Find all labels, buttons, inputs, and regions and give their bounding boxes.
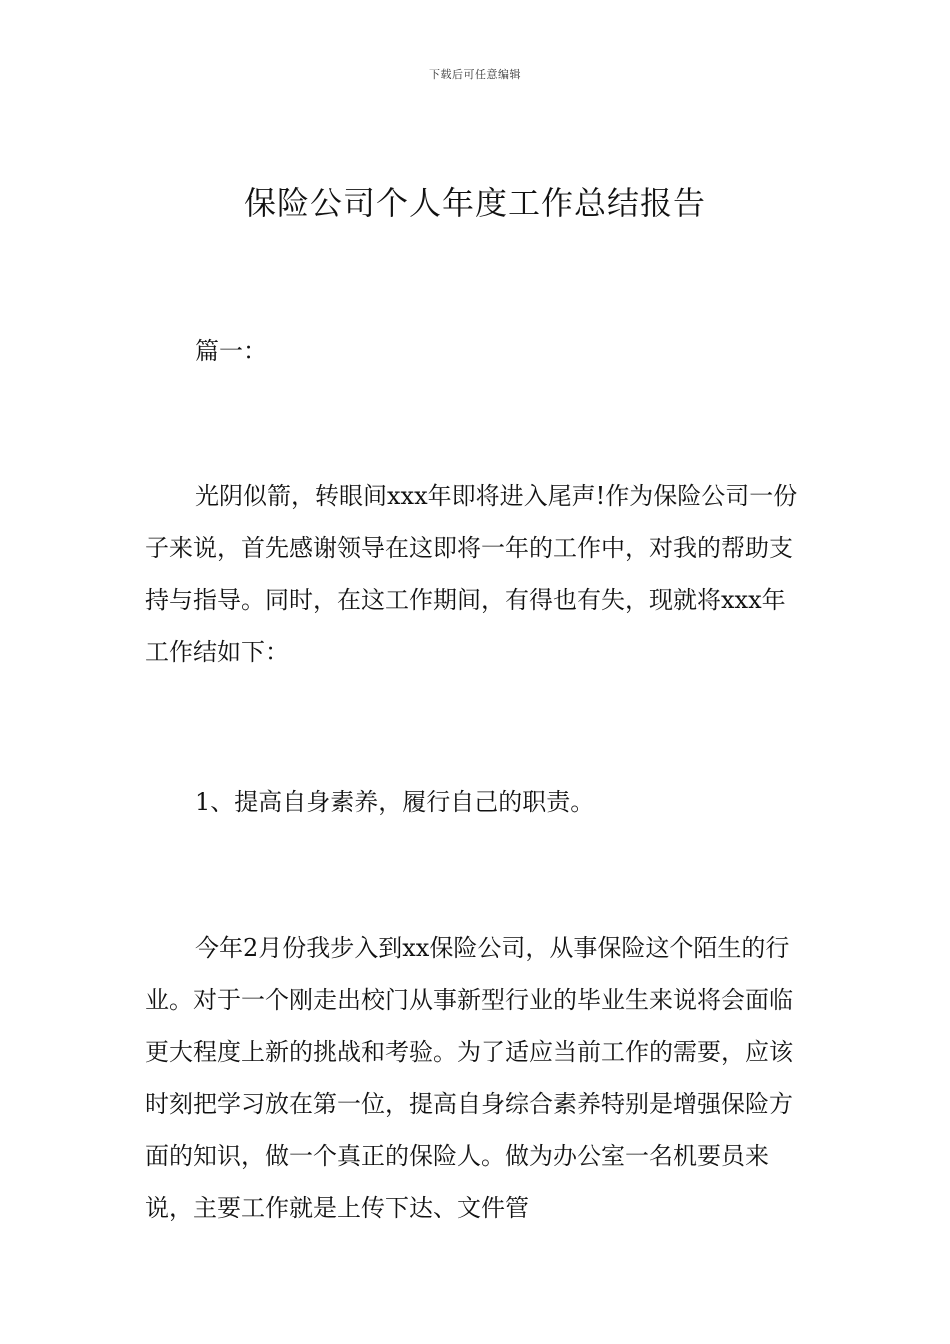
- paragraph-body: 今年2月份我步入到xx保险公司，从事保险这个陌生的行业。对于一个刚走出校门从事新型行业的毕业生来说将会面临更大程度上新的挑战和考验。为了适应当前工作的需要，应该时刻把学习放在第一位，提高自身综合素养特别是增强保险方面的知识，做一个真正的保险人。做为办公室一名机要员来说，主要工作就是上传下达、文件管: [145, 934, 793, 1222]
- paragraph-item-heading: 1、提高自身素养，履行自己的职责。: [195, 788, 595, 816]
- header-note: 下载后可任意编辑: [429, 68, 521, 81]
- section-label: 篇一：: [195, 337, 267, 365]
- paragraph-intro: 光阴似箭，转眼间xxx年即将进入尾声!作为保险公司一份子来说，首先感谢领导在这即将一年的工作中，对我的帮助支持与指导。同时，在这工作期间，有得也有失，现就将xxx年工作结如下：: [145, 482, 798, 666]
- document-title: 保险公司个人年度工作总结报告: [243, 184, 706, 222]
